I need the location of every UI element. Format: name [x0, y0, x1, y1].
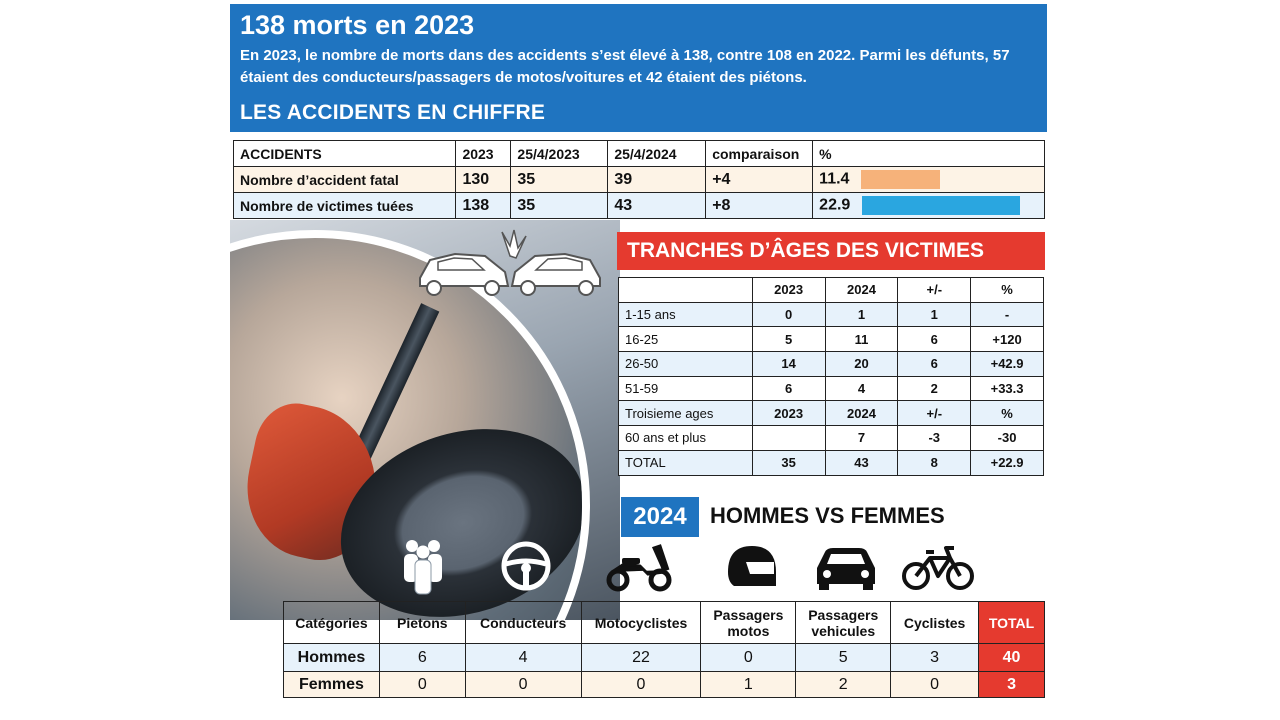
cell: 6	[898, 327, 971, 352]
column-header: %	[813, 141, 1045, 167]
ages-table	[618, 277, 1044, 476]
scooter-icon	[604, 542, 674, 592]
cell: 1	[701, 672, 796, 698]
column-header: Pietons	[379, 602, 465, 644]
cell: +22.9	[971, 450, 1044, 475]
total-cell: 3	[979, 672, 1045, 698]
row-label: Nombre de victimes tuées	[234, 193, 456, 219]
cell: 7	[825, 426, 898, 451]
pct-bar	[861, 170, 940, 189]
row-label: 16-25	[619, 327, 753, 352]
cell: +8	[706, 193, 813, 219]
gender-section-title: HOMMES VS FEMMES	[710, 503, 945, 528]
car-icon	[811, 542, 881, 592]
cell: 3	[891, 644, 979, 672]
cell: +33.3	[971, 376, 1044, 401]
table-header-row	[234, 141, 1045, 167]
cell: +120	[971, 327, 1044, 352]
table-header-row	[619, 278, 1044, 303]
cell: 0	[581, 672, 701, 698]
row-label: Femmes	[284, 672, 380, 698]
table-row	[234, 167, 1045, 193]
steering-wheel-icon	[500, 540, 552, 592]
column-header: +/-	[898, 278, 971, 303]
row-label: 60 ans et plus	[619, 426, 753, 451]
cell: 0	[465, 672, 581, 698]
cell: 4	[465, 644, 581, 672]
bicycle-icon	[900, 542, 976, 592]
lead-paragraph: En 2023, le nombre de morts dans des accidents s’est élevé à 138, contre 108 en 2022. Parmi les défunts, 57 étaient des conducteurs/passagers de motos/voitures et 42 étaient des piétons.	[240, 47, 1010, 86]
infographic	[230, 0, 1050, 720]
column-header: 2023	[456, 141, 511, 167]
cell: 0	[701, 644, 796, 672]
group-icon	[398, 536, 448, 596]
cell: -3	[898, 426, 971, 451]
accidents-table	[233, 140, 1045, 219]
cell: +4	[706, 167, 813, 193]
table-subheader-row	[619, 401, 1044, 426]
gender-table	[283, 601, 1045, 698]
accidents-section-title: LES ACCIDENTS EN CHIFFRE	[230, 96, 1047, 132]
cell: 2	[796, 672, 891, 698]
pct-value: 22.9	[819, 196, 851, 214]
cell: 2	[898, 376, 971, 401]
total-cell: 40	[979, 644, 1045, 672]
column-header: 25/4/2024	[608, 141, 706, 167]
row-label: TOTAL	[619, 450, 753, 475]
table-row	[284, 644, 1045, 672]
row-label: 26-50	[619, 352, 753, 377]
table-row	[234, 193, 1045, 219]
table-row	[619, 352, 1044, 377]
table-row	[619, 302, 1044, 327]
column-header: TOTAL	[979, 602, 1045, 644]
column-header: ACCIDENTS	[234, 141, 456, 167]
gender-year-badge: 2024	[621, 497, 699, 537]
column-header: 2024	[825, 278, 898, 303]
cell: 0	[379, 672, 465, 698]
helmet-icon	[724, 542, 780, 592]
cell: 20	[825, 352, 898, 377]
pct-bar	[862, 196, 1020, 215]
column-header: 25/4/2023	[511, 141, 608, 167]
table-row	[284, 672, 1045, 698]
cell: 5	[752, 327, 825, 352]
ages-section-title: TRANCHES D’ÂGES DES VICTIMES	[617, 232, 1045, 270]
cell: 14	[752, 352, 825, 377]
cell: 35	[752, 450, 825, 475]
cell: 1	[825, 302, 898, 327]
cell: 130	[456, 167, 511, 193]
cell: 35	[511, 167, 608, 193]
cell: +42.9	[971, 352, 1044, 377]
cell: 6	[752, 376, 825, 401]
column-header: Passagers motos	[701, 602, 796, 644]
column-header: 2023	[752, 278, 825, 303]
table-header-row	[284, 602, 1045, 644]
table-row	[619, 327, 1044, 352]
cell: +/-	[898, 401, 971, 426]
pct-cell	[813, 167, 1045, 193]
cell: 35	[511, 193, 608, 219]
column-header	[619, 278, 753, 303]
cell: 39	[608, 167, 706, 193]
cell: 11	[825, 327, 898, 352]
column-header: Motocyclistes	[581, 602, 701, 644]
table-row	[619, 426, 1044, 451]
cell: 5	[796, 644, 891, 672]
car-crash-icon	[410, 228, 610, 308]
row-label: 1-15 ans	[619, 302, 753, 327]
table-row	[619, 376, 1044, 401]
cell: 6	[379, 644, 465, 672]
cell: 1	[898, 302, 971, 327]
cell: 43	[825, 450, 898, 475]
cell	[752, 426, 825, 451]
pct-cell	[813, 193, 1045, 219]
column-header: %	[971, 278, 1044, 303]
cell: -	[971, 302, 1044, 327]
cell: %	[971, 401, 1044, 426]
row-label: Hommes	[284, 644, 380, 672]
cell: 8	[898, 450, 971, 475]
column-header: Passagers vehicules	[796, 602, 891, 644]
cell: 4	[825, 376, 898, 401]
cell: 0	[752, 302, 825, 327]
cell: 2023	[752, 401, 825, 426]
cell: 22	[581, 644, 701, 672]
header-banner	[230, 4, 1047, 96]
column-header: Conducteurs	[465, 602, 581, 644]
row-label: Troisieme ages	[619, 401, 753, 426]
column-header: Catégories	[284, 602, 380, 644]
table-total-row	[619, 450, 1044, 475]
cell: 138	[456, 193, 511, 219]
cell: 43	[608, 193, 706, 219]
row-label: 51-59	[619, 376, 753, 401]
cell: 2024	[825, 401, 898, 426]
cell: 6	[898, 352, 971, 377]
column-header: comparaison	[706, 141, 813, 167]
cell: -30	[971, 426, 1044, 451]
column-header: Cyclistes	[891, 602, 979, 644]
row-label: Nombre d’accident fatal	[234, 167, 456, 193]
page-title: 138 morts en 2023	[240, 10, 475, 40]
pct-value: 11.4	[819, 170, 850, 188]
cell: 0	[891, 672, 979, 698]
